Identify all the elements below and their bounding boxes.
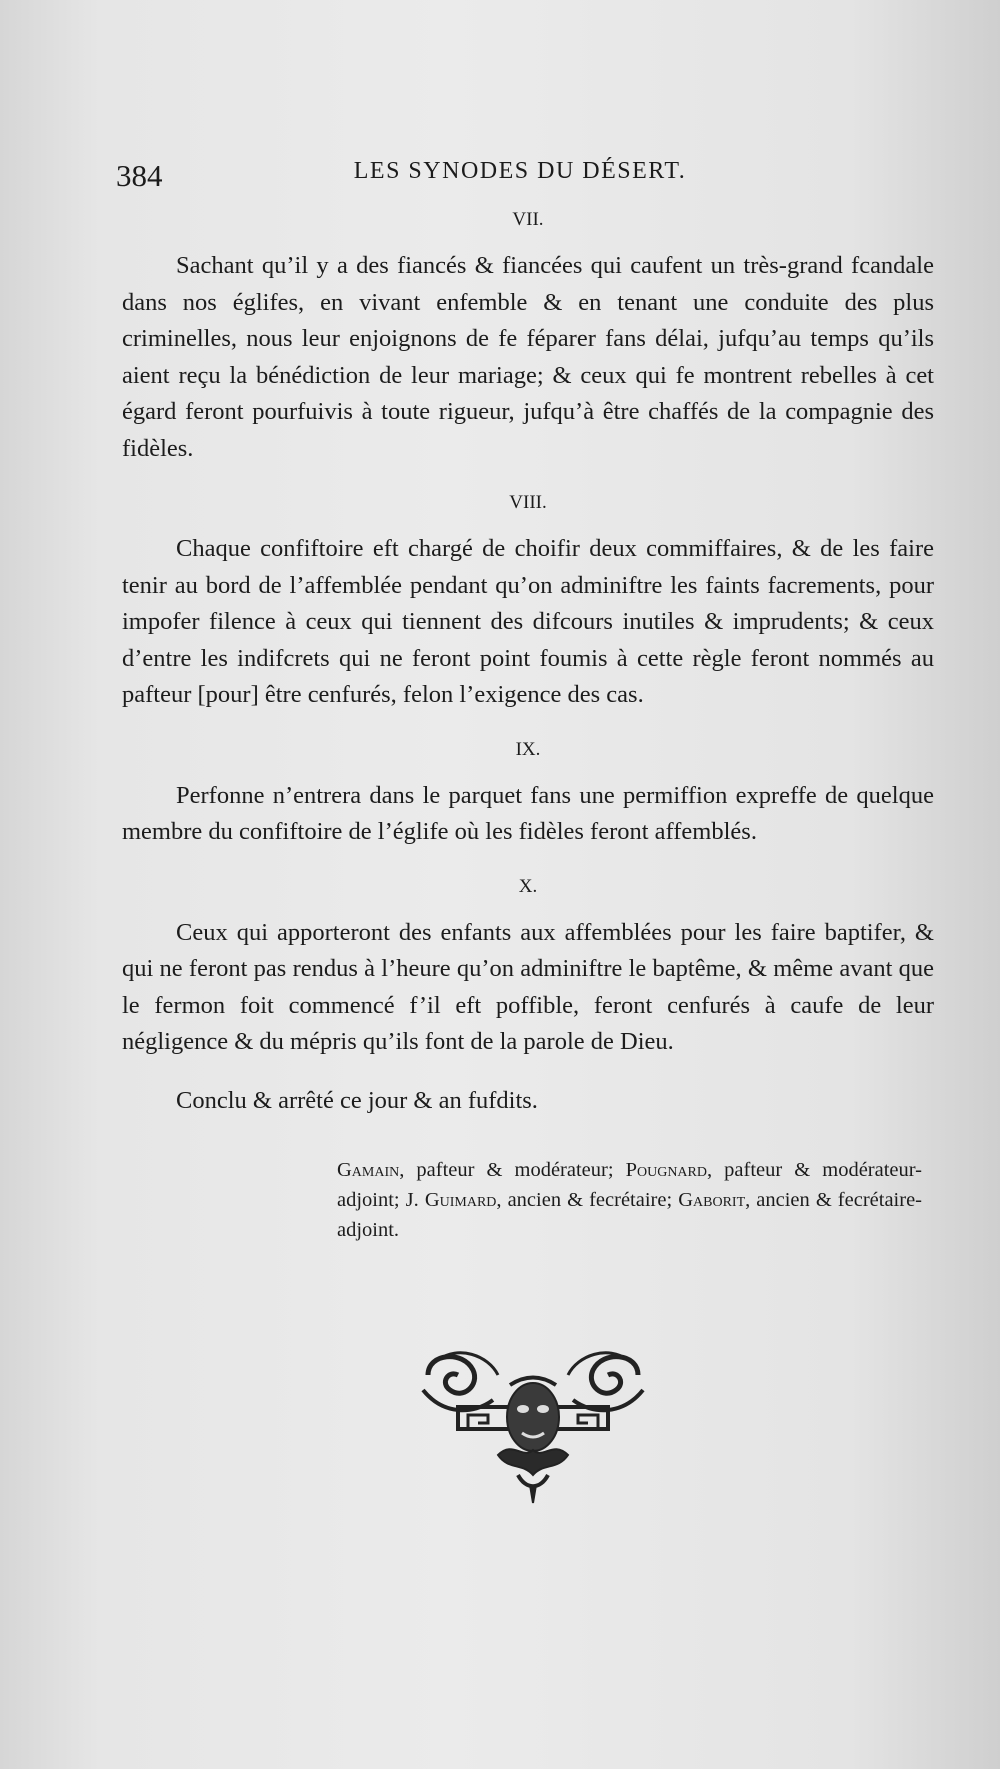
signatory-gaborit-role: , ancien & fecrétaire-adjoint. — [337, 1189, 922, 1241]
article-viii-text: Chaque confiftoire eft chargé de choifir deux commiffaires, & de les faire tenir au bord de l’affemblée pendant qu’on adminiftre les faints facrements, pour impofer filence à ceux qui tiennent des difcours inutiles & imprudents; & ceux d’entre les indifcrets qui ne feront point foumis à cette règle feront nommés au pafteur [pour] être cenfurés, felon l’exigence des cas. — [122, 535, 934, 708]
signatory-guimard-role: , ancien & fecrétaire; — [496, 1189, 679, 1211]
grotesque-mask-ornament-icon — [418, 1345, 648, 1505]
signatory-gaborit: Gaborit — [678, 1189, 746, 1211]
signatory-gamain-role: , pafteur & modérateur; — [399, 1159, 626, 1181]
signatory-pougnard: Pougnard — [625, 1159, 707, 1181]
article-x-text: Ceux qui apporteront des enfants aux affemblées pour les faire baptifer, & qui ne feront pas rendus à l’heure qu’on adminiftre le baptême, & même avant que le fermon foit commencé f’il eft poffible, feront cenfurés à caufe de leur négligence & du mépris qu’ils font de la parole de Dieu. — [122, 918, 934, 1055]
article-ix-text: Perfonne n’entrera dans le parquet fans une permiffion expreffe de quelque membre du confiftoire de l’églife où les fidèles feront affemblés. — [122, 781, 934, 845]
closing-line: Conclu & arrêté ce jour & an fufdits. — [176, 1086, 538, 1114]
running-title: LES SYNODES DU DÉSERT. — [353, 158, 687, 184]
section-number-viii: VIII. — [509, 492, 547, 513]
signatory-guimard: J. Guimard — [405, 1189, 497, 1211]
article-vii-text: Sachant qu’il y a des fiancés & fiancées qui caufent un très-grand fcandale dans nos églifes, en vivant enfemble & en tenant une conduite des plus criminelles, nous leur enjoignons de fe féparer fans délai, jufqu’au temps qu’ils aient reçu la bénédiction de leur mariage; & ceux qui fe montrent rebelles à cet égard feront pourfuivis à toute rigueur, jufqu’à être chaffés de la compagnie des fidèles. — [122, 252, 934, 462]
section-number-ix: IX. — [515, 738, 541, 760]
signatory-gamain: Gamain — [337, 1159, 400, 1181]
page-header — [0, 150, 1000, 193]
signatory-pougnard-role: , pafteur & modérateur-adjoint; — [337, 1159, 923, 1211]
signatures-block — [337, 1155, 922, 1245]
page-number: 384 — [116, 158, 163, 193]
page-body — [122, 206, 934, 1245]
section-number-x: X. — [518, 875, 538, 897]
section-number-vii: VII. — [512, 209, 544, 230]
